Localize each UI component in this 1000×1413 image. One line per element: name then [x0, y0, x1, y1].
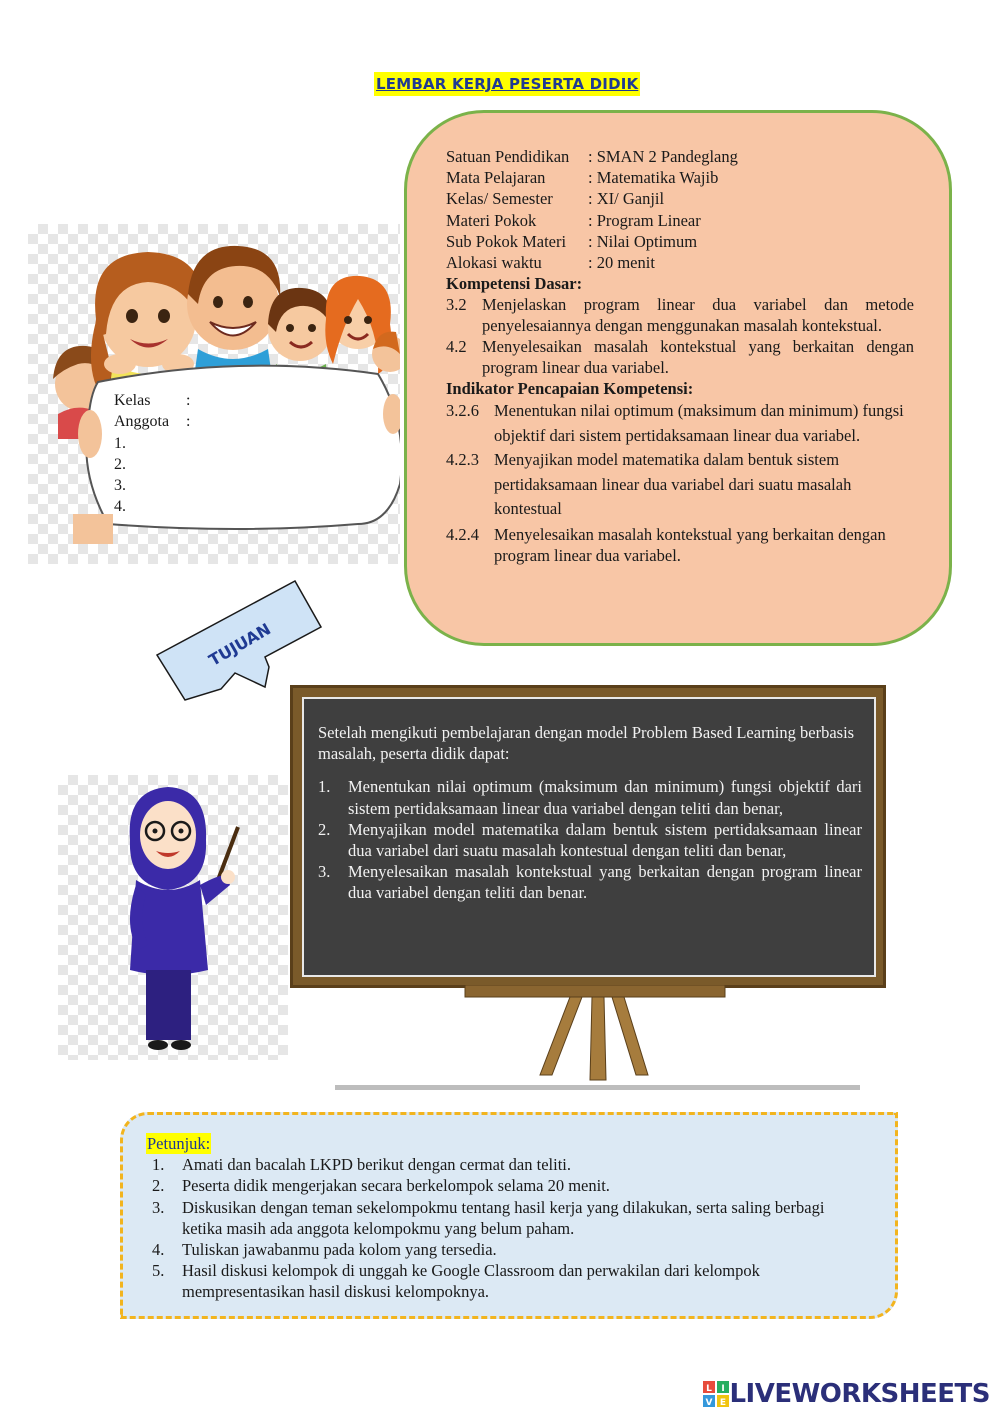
meta-row: [446, 231, 914, 252]
kd-text: Menyelesaikan masalah kontekstual yang berkaitan dengan program linear dua variabel.: [482, 337, 914, 378]
kd-text: Menjelaskan program linear dua variabel dan metode penyelesaiannya dengan menggunakan masalah kontekstual.: [482, 295, 914, 336]
meta-row: [446, 188, 914, 209]
logo-letter: L: [706, 1384, 713, 1394]
member-slot[interactable]: 2.: [114, 455, 126, 473]
meta-row: [446, 252, 914, 273]
kd-num: 3.2: [446, 295, 467, 315]
anggota-colon: :: [186, 413, 191, 431]
meta-value: : Program Linear: [588, 210, 701, 230]
info-content: [446, 146, 914, 566]
meta-row: [446, 210, 914, 231]
tujuan-label: TUJUAN: [205, 619, 275, 670]
kd-num: 4.2: [446, 337, 467, 357]
meta-label: Satuan Pendidikan: [446, 147, 570, 166]
instruction-num: 3.: [152, 1197, 165, 1217]
ipk-num: 3.2.6: [446, 401, 479, 421]
instruction-text: Peserta didik mengerjakan secara berkelompok selama 20 menit.: [182, 1176, 610, 1196]
tujuan-text: Menyelesaikan masalah kontekstual yang berkaitan dengan program linear dua variabel dengan teliti dan benar.: [348, 862, 862, 903]
meta-value: : 20 menit: [588, 252, 655, 272]
meta-label: Materi Pokok: [446, 210, 537, 230]
meta-label: Sub Pokok Materi: [446, 231, 567, 251]
logo-letter: I: [721, 1384, 726, 1394]
meta-label: Kelas/ Semester: [446, 189, 553, 209]
liveworksheets-brand[interactable]: [703, 1378, 990, 1410]
instruction-num: 4.: [152, 1240, 165, 1260]
tujuan-intro: Setelah mengikuti pembelajaran dengan model Problem Based Learning berbasis masalah, peserta didik dapat:: [318, 723, 855, 764]
teacher-illustration: [58, 775, 288, 1060]
kd-heading: Kompetensi Dasar:: [446, 274, 583, 294]
instructions-title: Petunjuk:: [147, 1134, 211, 1153]
tujuan-content: [318, 722, 862, 904]
tujuan-item: [318, 819, 862, 861]
member-slot[interactable]: 3.: [114, 477, 126, 495]
ipk-text: Menyajikan model matematika dalam bentuk sistem pertidaksamaan linear dua variabel dari suatu masalah kontestual: [494, 450, 852, 519]
meta-list: [446, 146, 914, 273]
tujuan-text: Menyajikan model matematika dalam bentuk sistem pertidaksamaan linear dua variabel dari suatu masalah kontestual dengan teliti dan benar,: [348, 819, 862, 861]
instruction-text: Diskusikan dengan teman sekelompokmu tentang hasil kerja yang dilakukan, serta saling berbagi ketika masih ada anggota kelompokmu yang belum paham.: [182, 1197, 825, 1238]
logo-letter: V: [705, 1398, 713, 1407]
instruction-text: Amati dan bacalah LKPD berikut dengan cermat dan teliti.: [182, 1155, 571, 1175]
instruction-num: 5.: [152, 1261, 165, 1281]
meta-value: : Matematika Wajib: [588, 168, 719, 188]
kids-illustration: [28, 224, 400, 564]
instruction-text: Hasil diskusi kelompok di unggah ke Google Classroom dan perwakilan dari kelompok mempresentasikan hasil diskusi kelompoknya.: [182, 1261, 760, 1302]
ipk-item: [446, 448, 914, 522]
group-card: [114, 390, 190, 518]
instructions-list: [146, 1154, 846, 1302]
kd-item: [446, 294, 914, 336]
instruction-item: [146, 1239, 846, 1260]
easel: [330, 985, 865, 1095]
member-slot[interactable]: 4.: [114, 498, 126, 516]
instruction-item: [146, 1260, 846, 1302]
anggota-label: Anggota: [114, 413, 170, 431]
tujuan-text: Menentukan nilai optimum (maksimum dan minimum) fungsi objektif dari sistem pertidaksamaan linear dua variabel dengan teliti dan benar,: [348, 777, 862, 818]
page-title: LEMBAR KERJA PESERTA DIDIK: [374, 72, 640, 96]
meta-row: [446, 146, 914, 167]
ipk-num: 4.2.3: [446, 450, 479, 470]
tujuan-num: 2.: [318, 819, 331, 839]
tujuan-item: [318, 776, 862, 818]
teacher-drawing: [58, 775, 288, 1060]
meta-label: Mata Pelajaran: [446, 168, 546, 188]
member-slot[interactable]: 1.: [114, 434, 126, 452]
instruction-num: 1.: [152, 1155, 165, 1175]
logo-letter: E: [720, 1398, 727, 1407]
kelas-label: Kelas: [114, 392, 151, 409]
ipk-item: [446, 524, 914, 566]
meta-label: Alokasi waktu: [446, 252, 542, 272]
meta-value: : Nilai Optimum: [588, 231, 698, 251]
tujuan-item: [318, 861, 862, 903]
tujuan-num: 1.: [318, 777, 331, 797]
ipk-text: Menentukan nilai optimum (maksimum dan minimum) fungsi objektif dari sistem pertidaksamaan linear dua variabel.: [494, 401, 904, 445]
instruction-num: 2.: [152, 1176, 165, 1196]
tujuan-num: 3.: [318, 862, 331, 882]
meta-value: : SMAN 2 Pandeglang: [588, 147, 738, 166]
anggota-row: [114, 411, 190, 432]
kd-item: [446, 336, 914, 378]
kids-drawing: [28, 224, 400, 564]
easel-drawing: [330, 985, 865, 1095]
instruction-item: [146, 1197, 846, 1239]
ipk-num: 4.2.4: [446, 524, 479, 544]
kelas-colon: :: [186, 392, 191, 409]
instruction-item: [146, 1175, 846, 1196]
ipk-text: Menyelesaikan masalah kontekstual yang berkaitan dengan program linear dua variabel.: [494, 524, 886, 565]
instruction-item: [146, 1154, 846, 1175]
kelas-row: [114, 390, 190, 411]
liveworksheets-logo-icon: [703, 1381, 729, 1407]
brand-name: LIVEWORKSHEETS: [729, 1379, 990, 1409]
meta-value: : XI/ Ganjil: [588, 189, 665, 209]
ipk-heading: Indikator Pencapaian Kompetensi:: [446, 379, 694, 399]
meta-row: [446, 167, 914, 188]
instruction-text: Tuliskan jawabanmu pada kolom yang tersedia.: [182, 1240, 497, 1260]
ipk-item: [446, 399, 914, 448]
instructions-content: [146, 1133, 846, 1303]
